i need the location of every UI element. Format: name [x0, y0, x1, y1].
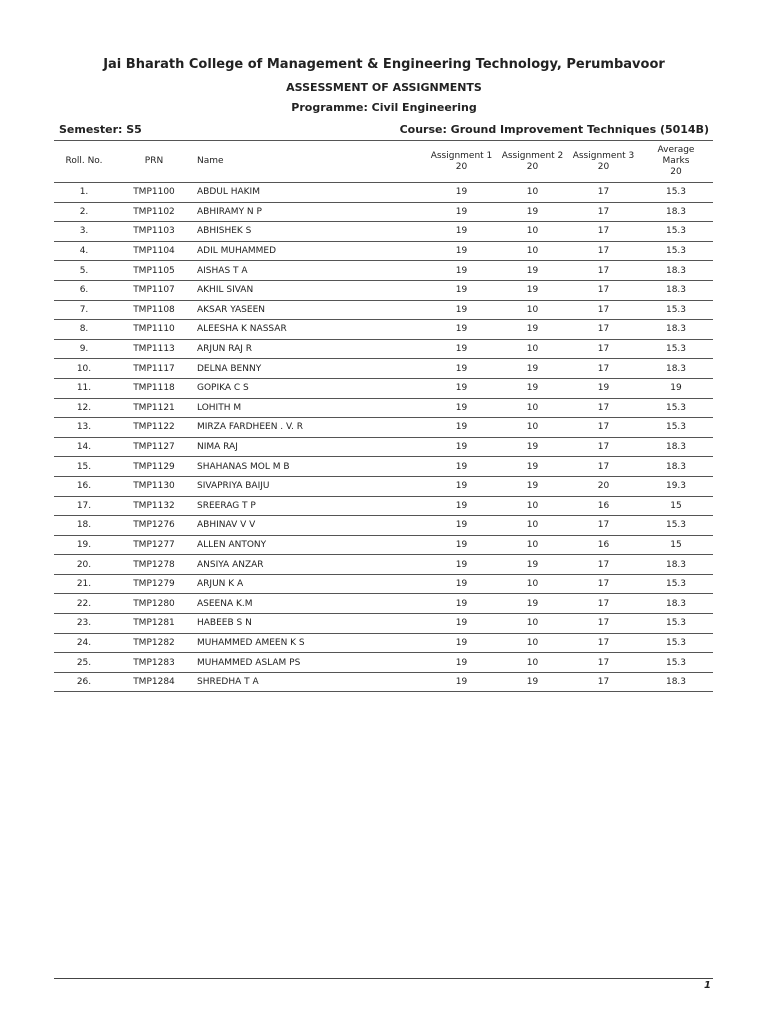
name-cell: ARJUN K A [194, 574, 426, 594]
assignment-2-cell: 10 [497, 496, 568, 516]
roll-no-cell: 5. [54, 261, 114, 281]
average-cell: 18.3 [639, 280, 713, 300]
assignment-2-cell: 10 [497, 222, 568, 242]
roll-no-cell: 19. [54, 535, 114, 555]
table-row [54, 672, 713, 692]
name-cell: MUHAMMED ASLAM PS [194, 653, 426, 673]
assignment-3-cell: 17 [568, 633, 639, 653]
roll-no-cell: 22. [54, 594, 114, 614]
header-roll-no: Roll. No. [54, 141, 114, 183]
assignment-1-cell: 19 [426, 222, 497, 242]
average-cell: 18.3 [639, 261, 713, 281]
roll-no-cell: 11. [54, 378, 114, 398]
prn-cell: TMP1121 [114, 398, 194, 418]
header-average-marks [639, 141, 713, 183]
table-row [54, 398, 713, 418]
assignment-2-cell: 10 [497, 535, 568, 555]
assignment-1-cell: 19 [426, 633, 497, 653]
table-row [54, 476, 713, 496]
assignment-1-cell: 19 [426, 535, 497, 555]
table-row [54, 202, 713, 222]
roll-no-cell: 9. [54, 339, 114, 359]
footer-divider [54, 978, 713, 979]
table-row [54, 183, 713, 203]
roll-no-cell: 2. [54, 202, 114, 222]
prn-cell: TMP1102 [114, 202, 194, 222]
header-assignment-3 [568, 141, 639, 183]
programme-label: Programme: Civil Engineering [291, 101, 477, 114]
assignment-2-cell: 19 [497, 555, 568, 575]
assignment-2-cell: 19 [497, 476, 568, 496]
name-cell: MUHAMMED AMEEN K S [194, 633, 426, 653]
table-row [54, 633, 713, 653]
prn-cell: TMP1282 [114, 633, 194, 653]
average-cell: 15.3 [639, 574, 713, 594]
name-cell: ANSIYA ANZAR [194, 555, 426, 575]
assignment-3-cell: 17 [568, 653, 639, 673]
prn-cell: TMP1107 [114, 280, 194, 300]
assignment-1-cell: 19 [426, 261, 497, 281]
assignment-1-cell: 19 [426, 614, 497, 634]
table-row [54, 457, 713, 477]
name-cell: ASEENA K.M [194, 594, 426, 614]
assignment-1-cell: 19 [426, 653, 497, 673]
assignment-2-cell: 19 [497, 594, 568, 614]
average-cell: 18.3 [639, 594, 713, 614]
assignment-3-cell: 17 [568, 516, 639, 536]
assignment-1-cell: 19 [426, 300, 497, 320]
average-cell: 18.3 [639, 202, 713, 222]
assignment-1-cell: 19 [426, 418, 497, 438]
assignment-2-cell: 19 [497, 359, 568, 379]
name-cell: LOHITH M [194, 398, 426, 418]
assignment-3-cell: 17 [568, 359, 639, 379]
prn-cell: TMP1280 [114, 594, 194, 614]
table-row [54, 418, 713, 438]
average-cell: 15.3 [639, 614, 713, 634]
prn-cell: TMP1277 [114, 535, 194, 555]
name-cell: NIMA RAJ [194, 437, 426, 457]
table-row [54, 496, 713, 516]
average-cell: 15.3 [639, 516, 713, 536]
assignment-1-cell: 19 [426, 555, 497, 575]
table-header-row [54, 141, 713, 183]
assignment-1-cell: 19 [426, 280, 497, 300]
assignment-3-cell: 17 [568, 614, 639, 634]
header-average-line2: Marks [662, 156, 690, 166]
average-cell: 15.3 [639, 183, 713, 203]
prn-cell: TMP1276 [114, 516, 194, 536]
prn-cell: TMP1117 [114, 359, 194, 379]
assignment-1-cell: 19 [426, 183, 497, 203]
average-cell: 15.3 [639, 418, 713, 438]
name-cell: ABHISHEK S [194, 222, 426, 242]
table-row [54, 241, 713, 261]
header-assignment-2 [497, 141, 568, 183]
college-name: Jai Bharath College of Management & Engineering Technology, Perumbavoor [103, 57, 665, 72]
roll-no-cell: 16. [54, 476, 114, 496]
assignment-3-cell: 17 [568, 555, 639, 575]
roll-no-cell: 20. [54, 555, 114, 575]
assignment-2-cell: 10 [497, 516, 568, 536]
assignment-1-cell: 19 [426, 496, 497, 516]
assignment-1-cell: 19 [426, 437, 497, 457]
header-average-max: 20 [670, 167, 682, 177]
assignment-2-cell: 10 [497, 300, 568, 320]
average-cell: 19.3 [639, 476, 713, 496]
assignment-3-cell: 17 [568, 594, 639, 614]
assignment-2-cell: 10 [497, 614, 568, 634]
roll-no-cell: 14. [54, 437, 114, 457]
assignment-3-cell: 17 [568, 222, 639, 242]
assignment-3-cell: 16 [568, 496, 639, 516]
assignment-1-cell: 19 [426, 476, 497, 496]
course-label: Course: Ground Improvement Techniques (5014B) [399, 123, 709, 136]
header-assignment-3-max: 20 [597, 161, 610, 172]
name-cell: ADIL MUHAMMED [194, 241, 426, 261]
table-row [54, 574, 713, 594]
roll-no-cell: 8. [54, 320, 114, 340]
assignment-2-cell: 19 [497, 457, 568, 477]
average-cell: 15.3 [639, 653, 713, 673]
prn-cell: TMP1283 [114, 653, 194, 673]
assignment-1-cell: 19 [426, 594, 497, 614]
table-row [54, 437, 713, 457]
assignment-1-cell: 19 [426, 202, 497, 222]
assignment-3-cell: 17 [568, 183, 639, 203]
average-cell: 15.3 [639, 300, 713, 320]
name-cell: HABEEB S N [194, 614, 426, 634]
assignment-3-cell: 17 [568, 280, 639, 300]
marks-table-body [54, 183, 713, 692]
average-cell: 18.3 [639, 359, 713, 379]
assignment-1-cell: 19 [426, 516, 497, 536]
assignment-2-cell: 10 [497, 633, 568, 653]
prn-cell: TMP1105 [114, 261, 194, 281]
roll-no-cell: 1. [54, 183, 114, 203]
roll-no-cell: 23. [54, 614, 114, 634]
assignment-3-cell: 17 [568, 574, 639, 594]
assignment-1-cell: 19 [426, 574, 497, 594]
header-name: Name [194, 141, 426, 183]
semester-label: Semester: S5 [59, 123, 142, 136]
average-cell: 18.3 [639, 437, 713, 457]
table-row [54, 516, 713, 536]
prn-cell: TMP1127 [114, 437, 194, 457]
table-row [54, 535, 713, 555]
average-cell: 15 [639, 496, 713, 516]
header-assignment-1 [426, 141, 497, 183]
name-cell: SHREDHA T A [194, 672, 426, 692]
assignment-3-cell: 20 [568, 476, 639, 496]
assignment-2-cell: 19 [497, 202, 568, 222]
assignment-3-cell: 17 [568, 457, 639, 477]
name-cell: AKHIL SIVAN [194, 280, 426, 300]
prn-cell: TMP1284 [114, 672, 194, 692]
roll-no-cell: 4. [54, 241, 114, 261]
table-row [54, 359, 713, 379]
assignment-2-cell: 19 [497, 378, 568, 398]
table-row [54, 614, 713, 634]
assignment-2-cell: 19 [497, 437, 568, 457]
name-cell: MIRZA FARDHEEN . V. R [194, 418, 426, 438]
assignment-1-cell: 19 [426, 378, 497, 398]
roll-no-cell: 21. [54, 574, 114, 594]
roll-no-cell: 25. [54, 653, 114, 673]
name-cell: ALEESHA K NASSAR [194, 320, 426, 340]
assignment-3-cell: 17 [568, 202, 639, 222]
assignment-3-cell: 17 [568, 320, 639, 340]
marks-table [54, 140, 713, 692]
prn-cell: TMP1132 [114, 496, 194, 516]
average-cell: 18.3 [639, 320, 713, 340]
assignment-3-cell: 17 [568, 241, 639, 261]
average-cell: 15.3 [639, 241, 713, 261]
average-cell: 15.3 [639, 633, 713, 653]
roll-no-cell: 18. [54, 516, 114, 536]
prn-cell: TMP1278 [114, 555, 194, 575]
table-row [54, 320, 713, 340]
table-row [54, 280, 713, 300]
assignment-1-cell: 19 [426, 339, 497, 359]
table-row [54, 555, 713, 575]
prn-cell: TMP1110 [114, 320, 194, 340]
assignment-1-cell: 19 [426, 398, 497, 418]
assignment-3-cell: 17 [568, 437, 639, 457]
prn-cell: TMP1281 [114, 614, 194, 634]
assignment-3-cell: 17 [568, 300, 639, 320]
assignment-2-cell: 10 [497, 398, 568, 418]
assignment-2-cell: 19 [497, 261, 568, 281]
document-title: ASSESSMENT OF ASSIGNMENTS [286, 81, 482, 94]
header-prn: PRN [114, 141, 194, 183]
average-cell: 15.3 [639, 222, 713, 242]
prn-cell: TMP1104 [114, 241, 194, 261]
prn-cell: TMP1100 [114, 183, 194, 203]
assignment-2-cell: 19 [497, 280, 568, 300]
table-row [54, 300, 713, 320]
table-row [54, 378, 713, 398]
assignment-2-cell: 10 [497, 574, 568, 594]
name-cell: SREERAG T P [194, 496, 426, 516]
average-cell: 19 [639, 378, 713, 398]
name-cell: ABDUL HAKIM [194, 183, 426, 203]
prn-cell: TMP1118 [114, 378, 194, 398]
roll-no-cell: 24. [54, 633, 114, 653]
header-assignment-2-label: Assignment 2 [501, 150, 564, 161]
name-cell: AISHAS T A [194, 261, 426, 281]
prn-cell: TMP1130 [114, 476, 194, 496]
assignment-3-cell: 17 [568, 398, 639, 418]
average-cell: 15 [639, 535, 713, 555]
name-cell: ABHIRAMY N P [194, 202, 426, 222]
name-cell: AKSAR YASEEN [194, 300, 426, 320]
roll-no-cell: 6. [54, 280, 114, 300]
roll-no-cell: 15. [54, 457, 114, 477]
assignment-2-cell: 10 [497, 241, 568, 261]
assignment-3-cell: 17 [568, 418, 639, 438]
assignment-3-cell: 16 [568, 535, 639, 555]
name-cell: GOPIKA C S [194, 378, 426, 398]
header-assignment-3-label: Assignment 3 [572, 150, 635, 161]
name-cell: SIVAPRIYA BAIJU [194, 476, 426, 496]
assignment-2-cell: 10 [497, 418, 568, 438]
prn-cell: TMP1122 [114, 418, 194, 438]
table-row [54, 222, 713, 242]
name-cell: DELNA BENNY [194, 359, 426, 379]
assignment-1-cell: 19 [426, 457, 497, 477]
assignment-3-cell: 17 [568, 339, 639, 359]
assignment-3-cell: 17 [568, 672, 639, 692]
table-row [54, 339, 713, 359]
average-cell: 18.3 [639, 555, 713, 575]
prn-cell: TMP1108 [114, 300, 194, 320]
assignment-3-cell: 17 [568, 261, 639, 281]
average-cell: 15.3 [639, 398, 713, 418]
page-number: 1 [704, 980, 711, 991]
assignment-1-cell: 19 [426, 320, 497, 340]
average-cell: 15.3 [639, 339, 713, 359]
roll-no-cell: 3. [54, 222, 114, 242]
assignment-3-cell: 19 [568, 378, 639, 398]
assignment-2-cell: 10 [497, 183, 568, 203]
roll-no-cell: 7. [54, 300, 114, 320]
prn-cell: TMP1129 [114, 457, 194, 477]
assignment-1-cell: 19 [426, 241, 497, 261]
roll-no-cell: 12. [54, 398, 114, 418]
assignment-1-cell: 19 [426, 359, 497, 379]
name-cell: ALLEN ANTONY [194, 535, 426, 555]
name-cell: ABHINAV V V [194, 516, 426, 536]
assignment-2-cell: 19 [497, 672, 568, 692]
prn-cell: TMP1103 [114, 222, 194, 242]
assignment-2-cell: 10 [497, 339, 568, 359]
header-assignment-1-label: Assignment 1 [430, 150, 493, 161]
average-cell: 18.3 [639, 457, 713, 477]
prn-cell: TMP1279 [114, 574, 194, 594]
assignment-1-cell: 19 [426, 672, 497, 692]
roll-no-cell: 17. [54, 496, 114, 516]
average-cell: 18.3 [639, 672, 713, 692]
assignment-2-cell: 19 [497, 320, 568, 340]
table-row [54, 653, 713, 673]
header-assignment-1-max: 20 [455, 161, 468, 172]
roll-no-cell: 13. [54, 418, 114, 438]
prn-cell: TMP1113 [114, 339, 194, 359]
header-average-line1: Average [657, 145, 695, 155]
name-cell: SHAHANAS MOL M B [194, 457, 426, 477]
roll-no-cell: 26. [54, 672, 114, 692]
name-cell: ARJUN RAJ R [194, 339, 426, 359]
roll-no-cell: 10. [54, 359, 114, 379]
table-row [54, 261, 713, 281]
header-assignment-2-max: 20 [526, 161, 539, 172]
assignment-2-cell: 10 [497, 653, 568, 673]
table-row [54, 594, 713, 614]
